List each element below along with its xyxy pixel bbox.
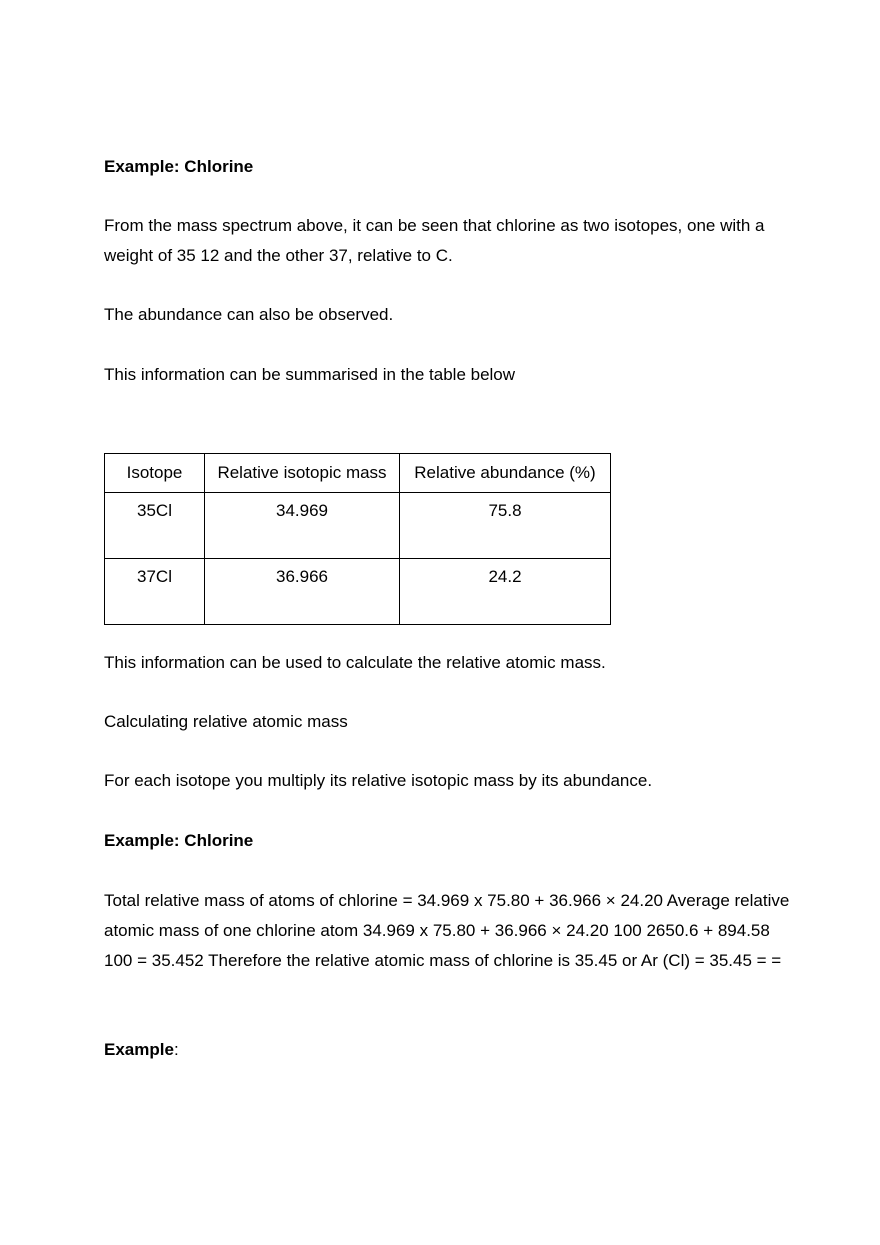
paragraph-calc-intro: This information can be used to calculate the relative atomic mass. bbox=[104, 653, 606, 672]
header-relative-isotopic-mass: Relative isotopic mass bbox=[205, 454, 400, 493]
paragraph-abundance: The abundance can also be observed. bbox=[104, 305, 394, 324]
cell-isotope: 35Cl bbox=[105, 493, 205, 559]
cell-isotope: 37Cl bbox=[105, 559, 205, 625]
paragraph-summary-intro: This information can be summarised in the table below bbox=[104, 365, 516, 384]
paragraph-multiply: For each isotope you multiply its relative isotopic mass by its abundance. bbox=[104, 771, 653, 790]
paragraph-calculation: Total relative mass of atoms of chlorine = 34.969 x 75.80 + 36.966 × 24.20 Average relative atomic mass of one chlorine atom 34.969 x 75.80 + 36.966 × 24.20 100 2650.6 + 894.58 100 = 35.452 Therefore the relative atomic mass of chlorine is 35.45 or Ar (Cl) = 35.45 = = bbox=[104, 891, 790, 970]
table-row bbox=[105, 493, 611, 559]
table-row bbox=[105, 559, 611, 625]
heading-example bbox=[104, 1035, 179, 1065]
cell-abundance: 24.2 bbox=[400, 559, 611, 625]
cell-isotopic-mass: 36.966 bbox=[205, 559, 400, 625]
heading-example-colon: : bbox=[173, 1040, 179, 1059]
table-header-row bbox=[105, 454, 611, 493]
paragraph-calculating-heading: Calculating relative atomic mass bbox=[104, 712, 348, 731]
isotope-table bbox=[104, 453, 611, 625]
heading-example-bold: Example bbox=[104, 1040, 174, 1059]
cell-abundance: 75.8 bbox=[400, 493, 611, 559]
heading-example-chlorine-2: Example: Chlorine bbox=[104, 831, 254, 850]
cell-isotopic-mass: 34.969 bbox=[205, 493, 400, 559]
heading-example-chlorine: Example: Chlorine bbox=[104, 157, 254, 176]
header-isotope: Isotope bbox=[105, 454, 205, 493]
paragraph-mass-spectrum: From the mass spectrum above, it can be seen that chlorine as two isotopes, one with a weight of 35 12 and the other 37, relative to C. bbox=[104, 216, 765, 265]
header-relative-abundance: Relative abundance (%) bbox=[400, 454, 611, 493]
